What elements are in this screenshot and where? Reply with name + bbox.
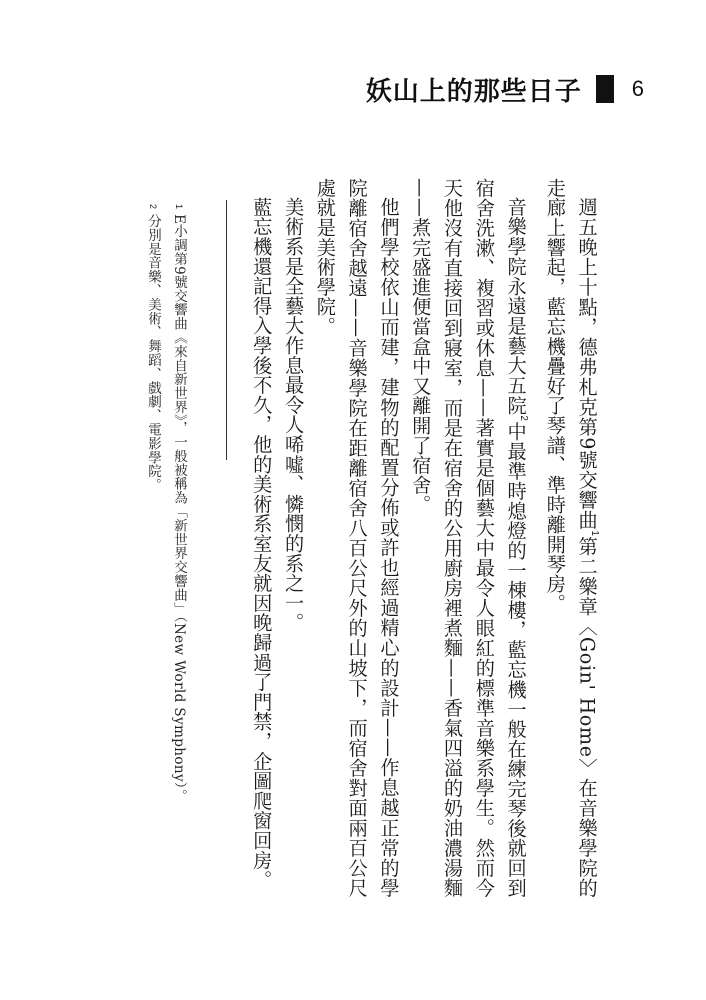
paragraph-2-part-b: 中最準時熄燈的一棟樓，藍忘機一般在練完琴後就回到宿舍洗漱、複習或休息——著實是個藝大中最令人眼紅的標準音樂系學生。然而今天他沒有直接回到寢室，而是在宿舍的公用廚房裡煮麵——香氣四溢的奶油濃湯麵——煮完盛進便當盒中又離開了宿舍。 (409, 178, 528, 898)
paragraph-3: 他們學校依山而建，建物的配置分佈或許也經過精心的設計——作息越正常的學院離宿舍越遠——音樂學院在距離宿舍八百公尺外的山坡下，而宿舍對面兩百公尺處就是美術學院。 (313, 178, 401, 898)
footnotes (140, 204, 192, 904)
paragraph-1-part-a: 週五晚上十點，德弗札克第9號交響曲 (575, 197, 599, 531)
footnote-2-number: 2 (148, 204, 158, 210)
body-text (245, 178, 610, 898)
header-black-block (596, 75, 614, 103)
footnote-1 (166, 204, 192, 904)
footnote-1-text: E小調第9號交響曲《來自新世界》，一般被稱為「新世界交響曲」（New World Symphony）。 (171, 214, 187, 804)
paragraph-2-part-a: 音樂學院永遠是藝大五院 (504, 197, 528, 416)
page-number: 6 (631, 76, 644, 101)
footnote-ref-1: 1 (589, 530, 600, 537)
footnote-divider (226, 200, 227, 460)
book-title: 妖山上的那些日子 (365, 76, 582, 107)
paragraph-1 (539, 178, 610, 898)
paragraph-4: 美術系是全藝大作息最令人唏噓、憐憫的系之一。 (282, 197, 306, 633)
paragraph-2 (404, 178, 539, 898)
footnote-2 (140, 204, 166, 904)
page-header (366, 72, 644, 106)
paragraph-1-part-b: 第二樂章〈Goin' Home〉在音樂學院的走廊上響起，藍忘機疊好了琴譜、準時離開琴房。 (543, 178, 599, 899)
footnote-2-text: 分別是音樂、美術、舞蹈、戲劇、電影學院。 (145, 214, 161, 493)
footnote-ref-2: 2 (518, 415, 530, 422)
paragraph-5: 藍忘機還記得入學後不久，他的美術系室友就因晚歸過了門禁，企圖爬窗回房。 (250, 197, 274, 891)
footnote-1-number: 1 (174, 204, 184, 210)
